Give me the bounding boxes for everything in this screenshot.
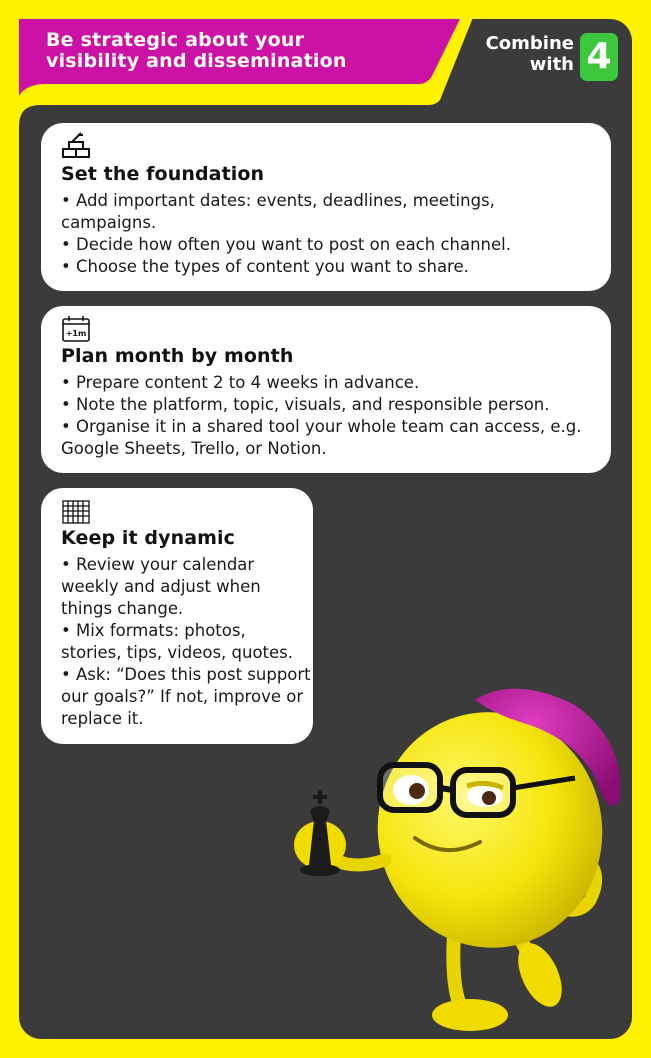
combine-with-label: [470, 33, 574, 75]
page-title-line-1: Be strategic about your: [46, 29, 305, 51]
list-item: • Prepare content 2 to 4 weeks in advance.: [61, 372, 596, 394]
section-title: Set the foundation: [61, 163, 265, 185]
list-item: • Choose the types of content you want to share.: [61, 256, 591, 278]
section-list: [61, 554, 311, 730]
list-item: • Decide how often you want to post on each channel.: [61, 234, 591, 256]
list-item: • Note the platform, topic, visuals, and responsible person.: [61, 394, 596, 416]
page-title: [46, 30, 436, 72]
section-title: Plan month by month: [61, 345, 294, 367]
list-item: • Organise it in a shared tool your whole team can access, e.g. Google Sheets, Trello, or Notion.: [61, 416, 596, 460]
section-card-foundation: [41, 123, 611, 291]
list-item: • Mix formats: photos, stories, tips, videos, quotes.: [61, 620, 311, 664]
calendar-grid-icon: [61, 499, 91, 529]
combine-label-line-1: Combine: [485, 33, 574, 54]
page-title-line-2: visibility and dissemination: [46, 50, 347, 72]
section-title: Keep it dynamic: [61, 527, 235, 549]
section-card-plan-month: [41, 306, 611, 473]
calendar-plus-month-icon: [61, 315, 91, 347]
lemon-mascot-icon: [285, 670, 635, 1040]
combine-number-badge: 4: [580, 33, 618, 81]
section-card-keep-dynamic: [41, 488, 313, 744]
list-item: • Ask: “Does this post support our goals?” If not, improve or replace it.: [61, 664, 311, 730]
foundation-brick-icon: [61, 131, 91, 163]
section-list: [61, 372, 596, 460]
list-item: • Add important dates: events, deadlines, meetings, campaigns.: [61, 190, 591, 234]
list-item: • Review your calendar weekly and adjust when things change.: [61, 554, 311, 620]
calendar-icon-label: +1m: [65, 329, 87, 338]
combine-label-line-2: with: [529, 54, 574, 75]
section-list: [61, 190, 591, 278]
